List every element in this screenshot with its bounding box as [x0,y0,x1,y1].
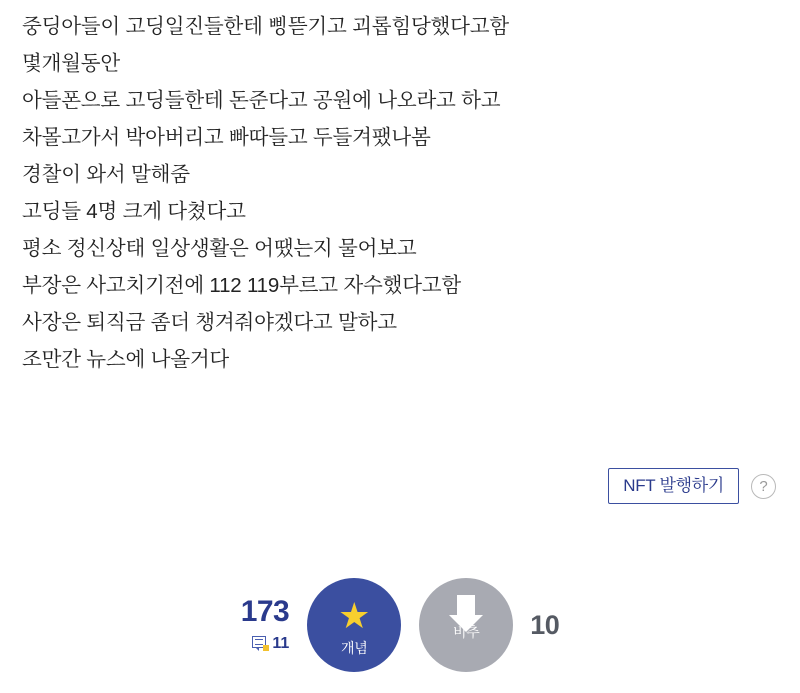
vote-area [0,578,800,672]
comment-icon [252,636,269,651]
downvote-count: 10 [530,609,560,640]
upvote-label: 개념 [341,639,368,656]
help-icon[interactable]: ? [751,474,776,499]
upvote-button[interactable] [307,578,401,672]
post-line: 평소 정신상태 일상생활은 어땠는지 물어보고 [22,237,417,260]
downvote-label: 비추 [453,624,480,640]
post-line: 부장은 사고치기전에 112 119부르고 자수했다고함 [22,274,461,297]
comment-count-group[interactable] [252,636,289,652]
post-line: 조만간 뉴스에 나올거다 [22,348,230,371]
comment-count: 11 [272,634,290,652]
post-line: 사장은 퇴직금 좀더 챙겨줘야겠다고 말하고 [22,311,397,334]
post-line: 고딩들 4명 크게 다쳤다고 [22,200,246,223]
star-icon: ★ [338,594,371,636]
upvote-count-group [240,594,290,654]
upvote-count: 173 [240,594,290,628]
downvote-button[interactable] [419,578,513,672]
post-line: 중딩아들이 고딩일진들한테 삥뜯기고 괴롭힘당했다고함 [22,15,509,38]
nft-publish-button[interactable]: NFT 발행하기 [608,468,739,504]
nft-row [608,468,776,504]
post-line: 몇개월동안 [22,52,121,75]
post-line: 차몰고가서 박아버리고 빠따들고 두들겨팼나봄 [22,126,431,149]
post-line: 아들폰으로 고딩들한테 돈준다고 공원에 나오라고 하고 [22,89,501,112]
post-line: 경찰이 와서 말해줌 [22,163,190,186]
